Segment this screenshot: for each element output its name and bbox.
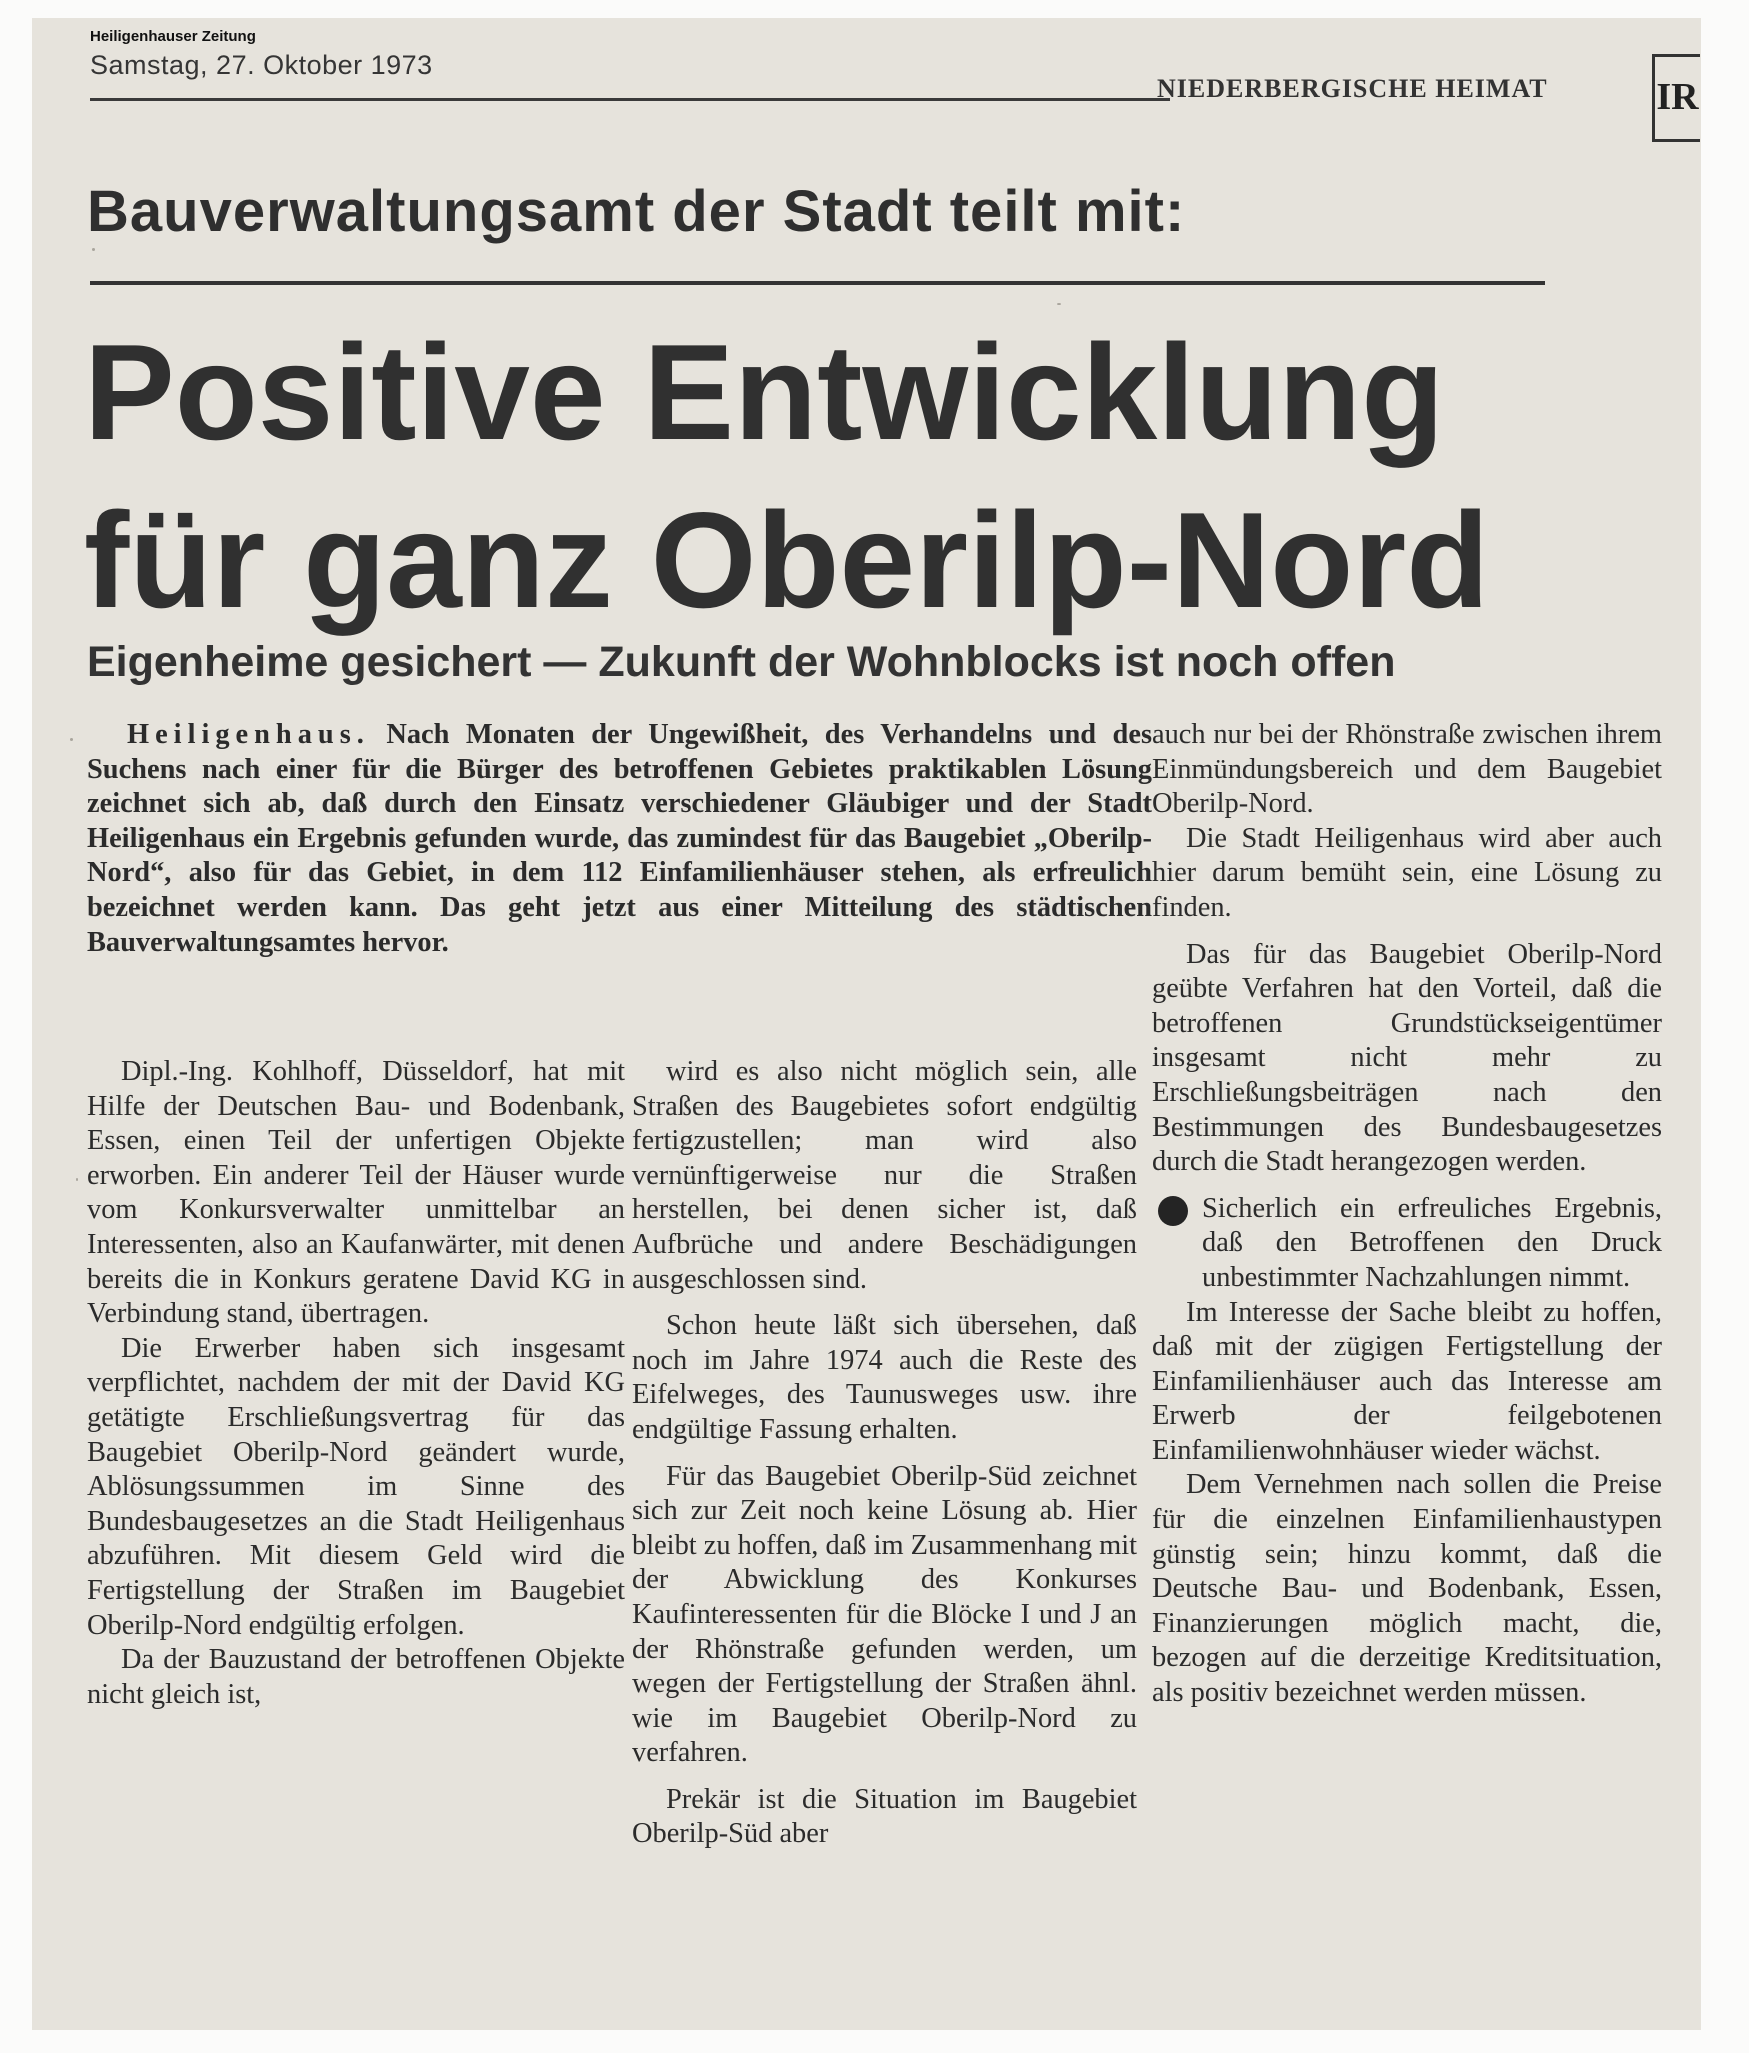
column-a [87, 1055, 625, 1712]
column-b-paragraph: wird es also nicht möglich sein, alle Straßen des Baugebietes sofort endgültig fertigzustellen; man wird also vernünftigerweise nur die Straßen herstellen, bei denen sicher ist, daß Aufbrüche und andere Beschädigungen ausgeschlossen sind. [632, 1056, 1137, 1295]
subhead: Eigenheime gesichert — Zukunft der Wohnblocks ist noch offen [87, 638, 1396, 686]
dateline-rule [90, 98, 1170, 101]
column-b [632, 1055, 1137, 1852]
column-c [1152, 718, 1662, 1711]
column-b-paragraph: Für das Baugebiet Oberilp-Süd zeichnet sich zur Zeit noch keine Lösung ab. Hier bleibt zu hoffen, daß im Zusammenhang mit der Abwicklung des Konkurses Kaufinteressenten für die Blöcke I und J an der Rhönstraße gefunden werden, um wegen der Fertigstellung der Straßen ähnl. wie im Baugebiet Oberilp-Nord zu verfahren. [632, 1460, 1137, 1769]
kicker: Bauverwaltungsamt der Stadt teilt mit: [87, 179, 1186, 244]
column-b-paragraph: Prekär ist die Situation im Baugebiet Oberilp-Süd aber [632, 1783, 1137, 1850]
dateline: Samstag, 27. Oktober 1973 [90, 50, 433, 80]
source-label: Heiligenhauser Zeitung [90, 28, 256, 45]
column-c-paragraph: auch nur bei der Rhönstraße zwischen ihrem Einmündungsbereich und dem Baugebiet Oberilp-Nord. [1152, 719, 1662, 820]
column-c-paragraph: Sicherlich ein erfreuliches Ergebnis, daß den Betroffenen den Druck unbestimmter Nachzahlungen nimmt. [1202, 1192, 1662, 1293]
headline-line-2: für ganz Oberilp-Nord [84, 484, 1490, 636]
headline-line-1: Positive Entwicklung [84, 316, 1445, 468]
lead-town: Heiligenhaus. [127, 719, 370, 750]
paper-name: NIEDERBERGISCHE HEIMAT [1157, 74, 1548, 103]
lead-paragraph [87, 718, 1152, 960]
column-a-paragraph: Die Erwerber haben sich insgesamt verpflichtet, nachdem der mit der David KG getätigte Erschließungsvertrag für das Baugebiet Oberilp-Nord geändert wurde, Ablösungssummen im Sinne des Bundesbaugesetzes an die Stadt Heiligenhaus abzuführen. Mit diesem Geld wird die Fertigstellung der Straßen im Baugebiet Oberilp-Nord endgültig erfolgen. [87, 1332, 625, 1641]
column-c-paragraph: Im Interesse der Sache bleibt zu hoffen, daß mit der zügigen Fertigstellung der Einfamilienhäuser auch das Interesse am Erwerb der feilgebotenen Einfamilienwohnhäuser wieder wächst. [1152, 1296, 1662, 1466]
column-a-paragraph: Dipl.-Ing. Kohlhoff, Düsseldorf, hat mit Hilfe der Deutschen Bau- und Bodenbank, Essen, einen Teil der unfertigen Objekte erworben. Ein anderer Teil der Häuser wurde vom Konkursverwalter unmittelbar an Interessenten, also an Kaufanwärter, mit denen bereits die in Konkurs geratene David KG in Verbindung stand, übertragen. [87, 1056, 625, 1330]
column-c-paragraph: Dem Vernehmen nach sollen die Preise für die einzelnen Einfamilienhaustypen günstig sein; hinzu kommt, daß die Deutsche Bau- und Bodenbank, Essen, Finanzierungen möglich macht, die, bezogen auf die derzeitige Kreditsituation, als positiv bezeichnet werden müssen. [1152, 1469, 1662, 1709]
paper-logo-icon: IR [1652, 54, 1700, 142]
column-c-paragraph: Das für das Baugebiet Oberilp-Nord geübte Verfahren hat den Vorteil, daß die betroffenen Grundstückseigentümer insgesamt nicht mehr zu Erschließungsbeiträgen nach den Bestimmungen des Bundesbaugesetzes durch die Stadt herangezogen werden. [1152, 938, 1662, 1178]
bullet-icon [1158, 1196, 1188, 1226]
column-b-paragraph: Schon heute läßt sich übersehen, daß noch im Jahre 1974 auch die Reste des Eifelweges, des Taunusweges usw. ihre endgültige Fassung erhalten. [632, 1310, 1137, 1445]
headline [84, 308, 1644, 644]
lead-text: Nach Monaten der Ungewißheit, des Verhandelns und des Suchens nach einer für die Bürger des betroffenen Gebietes praktikablen Lösung zeichnet sich ab, daß durch den Einsatz verschiedener Gläubiger und der Stadt Heiligenhaus ein Ergebnis gefunden wurde, das zumindest für das Baugebiet „Oberilp-Nord“, also für das Gebiet, in dem 112 Einfamilienhäuser stehen, als erfreulich bezeichnet werden kann. Das geht jetzt aus einer Mitteilung des städtischen Bauverwaltungsamtes hervor. [87, 719, 1152, 958]
column-c-paragraph: Die Stadt Heiligenhaus wird aber auch hier darum bemüht sein, eine Lösung zu finden. [1152, 822, 1662, 923]
bullet-paragraph [1152, 1192, 1662, 1296]
kicker-rule [90, 281, 1545, 285]
column-a-paragraph: Da der Bauzustand der betroffenen Objekte nicht gleich ist, [87, 1644, 625, 1710]
newspaper-clipping [32, 18, 1701, 2030]
